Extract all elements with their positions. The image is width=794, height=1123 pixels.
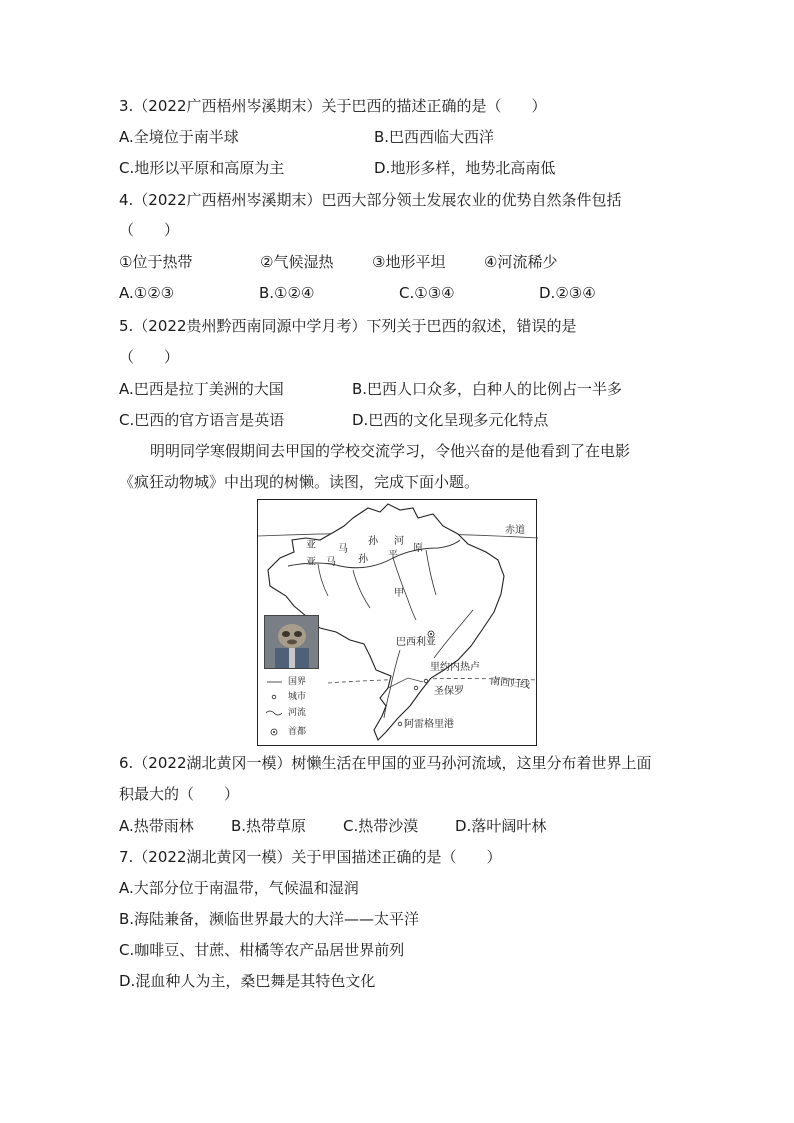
- q4-option-c: C.①③④: [399, 284, 455, 302]
- q3-option-a: A.全境位于南半球: [119, 128, 239, 146]
- q3-stem: 3.（2022广西梧州岑溪期末）关于巴西的描述正确的是（ ）: [119, 97, 547, 115]
- q6-stem-cont: 积最大的（ ）: [119, 785, 240, 803]
- map-label-amazon-2: 孙: [368, 536, 378, 547]
- map-label-capital: 巴西利亚: [396, 637, 436, 648]
- q7-option-a: A.大部分位于南温带，气候温和湿润: [119, 879, 359, 897]
- q4-item-3: ③地形平坦: [372, 253, 446, 271]
- q7-option-c: C.咖啡豆、甘蔗、柑橘等农产品居世界前列: [119, 941, 405, 959]
- passage-line-1: 明明同学寒假期间去甲国的学校交流学习，令他兴奋的是他看到了在电影: [150, 442, 631, 460]
- q5-option-c: C.巴西的官方语言是英语: [119, 411, 285, 429]
- q3-option-b: B.巴西西临大西洋: [374, 128, 495, 146]
- sloth-photo: [264, 615, 319, 669]
- map-label-plain-1: 亚: [306, 557, 316, 568]
- q6-option-b: B.热带草原: [231, 817, 307, 835]
- q7-option-d: D.混血种人为主，桑巴舞是其特色文化: [119, 972, 376, 990]
- legend-border: 国界: [288, 677, 307, 687]
- q3-option-c: C.地形以平原和高原为主: [119, 159, 285, 177]
- q4-option-a: A.①②③: [119, 284, 175, 302]
- q5-option-d: D.巴西的文化呈现多元化特点: [352, 411, 549, 429]
- q6-stem: 6.（2022湖北黄冈一模）树懒生活在甲国的亚马孙河流域，这里分布着世界上面: [119, 754, 652, 772]
- q4-item-4: ④河流稀少: [484, 253, 558, 271]
- map-label-plain-5: 原: [413, 543, 423, 554]
- q4-item-1: ①位于热带: [119, 253, 193, 271]
- q6-option-a: A.热带雨林: [119, 817, 194, 835]
- map-label-tropic: 南回归线: [489, 675, 531, 692]
- map-label-plain-3: 孙: [358, 554, 368, 565]
- map-label-amazon-1: 河: [394, 536, 404, 547]
- q7-option-b: B.海陆兼备，濒临世界最大的大洋——太平洋: [119, 910, 420, 928]
- q4-stem: 4.（2022广西梧州岑溪期末）巴西大部分领土发展农业的优势自然条件包括: [119, 191, 622, 209]
- q7-stem: 7.（2022湖北黄冈一模）关于甲国描述正确的是（ ）: [119, 848, 502, 866]
- map-label-rio: 里约内热卢: [430, 662, 480, 673]
- map-label-amazon-4: 亚: [306, 540, 316, 551]
- map-label-equator: 赤道: [505, 525, 525, 536]
- q4-item-2: ②气候湿热: [260, 253, 334, 271]
- brazil-map: [257, 499, 537, 746]
- map-label-porto-alegre: 阿雷格里港: [404, 719, 454, 730]
- q4-option-b: B.①②④: [259, 284, 315, 302]
- q6-option-d: D.落叶阔叶林: [455, 817, 547, 835]
- q5-stem-paren: （ ）: [119, 348, 180, 366]
- map-label-amazon-3: 马: [338, 544, 348, 555]
- q4-stem-paren: （ ）: [119, 221, 180, 239]
- q5-stem: 5.（2022贵州黔西南同源中学月考）下列关于巴西的叙述，错误的是: [119, 317, 577, 335]
- map-label-plain-4: 平: [388, 550, 398, 561]
- q5-option-a: A.巴西是拉丁美洲的大国: [119, 380, 284, 398]
- q3-option-d: D.地形多样，地势北高南低: [374, 159, 556, 177]
- passage-line-2: 《疯狂动物城》中出现的树懒。读图，完成下面小题。: [119, 473, 480, 491]
- q6-option-c: C.热带沙漠: [343, 817, 419, 835]
- legend-city: 城市: [288, 692, 307, 702]
- q5-option-b: B.巴西人口众多，白种人的比例占一半多: [352, 380, 623, 398]
- map-label-plain-2: 马: [326, 557, 336, 568]
- q4-option-d: D.②③④: [539, 284, 596, 302]
- map-label-country-jia: 甲: [394, 588, 404, 599]
- legend-river: 河流: [288, 708, 307, 718]
- legend-capital: 首都: [288, 727, 307, 737]
- map-label-sao-paulo: 圣保罗: [434, 686, 464, 697]
